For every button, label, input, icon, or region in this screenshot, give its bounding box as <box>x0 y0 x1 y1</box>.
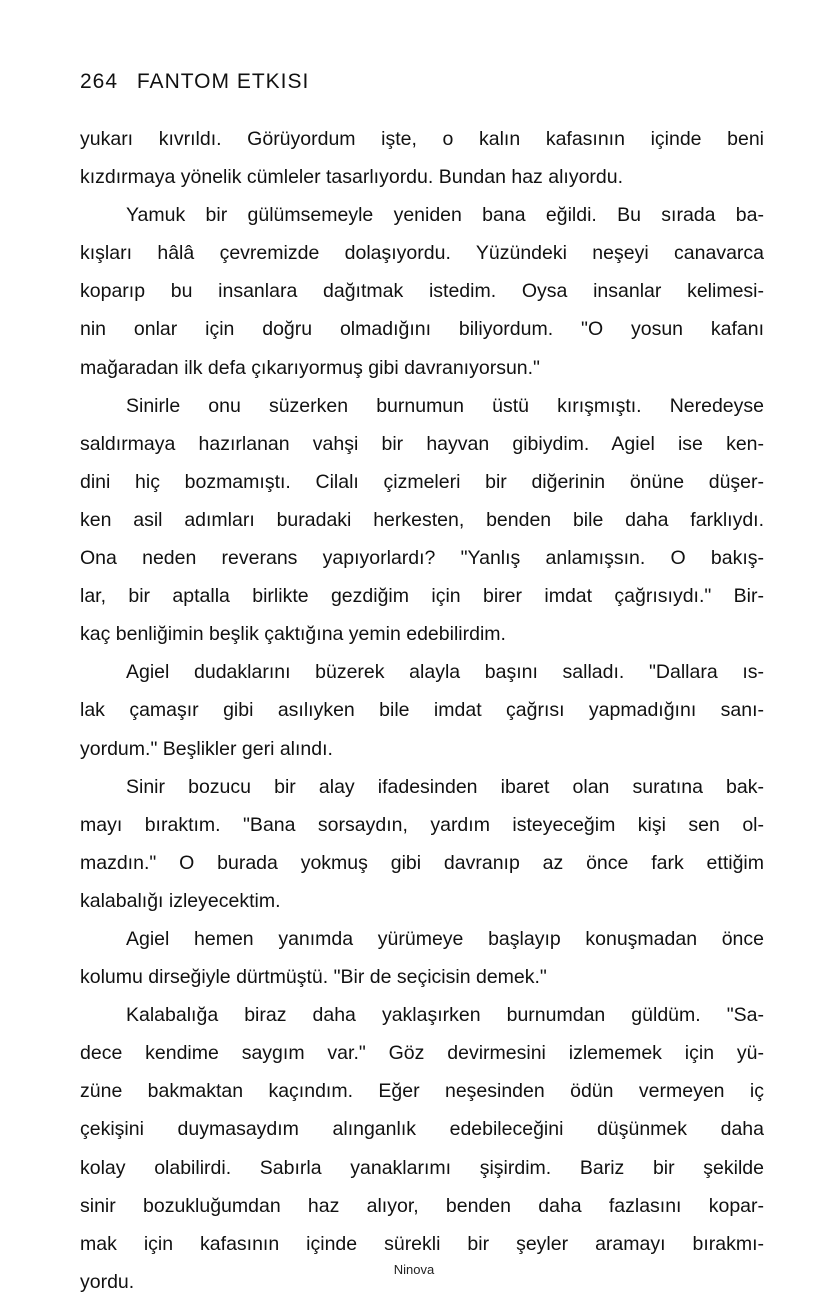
text-line: ken asil adımları buradaki herkesten, benden bile daha farklıydı. <box>80 508 764 531</box>
text-line: Ona neden reverans yapıyorlardı? "Yanlış anlamışsın. O bakış- <box>80 547 764 570</box>
text-line: züne bakmaktan kaçındım. Eğer neşesinden ödün vermeyen iç <box>80 1080 764 1103</box>
text-line: kolay olabilirdi. Sabırla yanaklarımı şişirdim. Bariz bir şekilde <box>80 1156 764 1179</box>
text-line: mayı bıraktım. "Bana sorsaydın, yardım isteyeceğim kişi sen ol- <box>80 813 764 836</box>
text-line: saldırmaya hazırlanan vahşi bir hayvan gibiydim. Agiel ise ken- <box>80 432 764 455</box>
body-text <box>80 120 764 1301</box>
publisher-footer: Ninova <box>393 1262 435 1277</box>
text-line: yordum." Beşlikler geri alındı. <box>80 737 333 760</box>
text-line: dece kendime saygım var." Göz devirmesini izlememek için yü- <box>80 1042 764 1065</box>
text-line: mazdın." O burada yokmuş gibi davranıp az önce fark ettiğim <box>80 851 764 874</box>
text-line: Agiel hemen yanımda yürümeye başlayıp konuşmadan önce <box>126 927 764 950</box>
text-line: yukarı kıvrıldı. Görüyordum işte, o kalın kafasının içinde beni <box>80 128 764 150</box>
page-number: 264 <box>80 70 119 93</box>
text-line: kaç benliğimin beşlik çaktığına yemin edebilirdim. <box>80 623 506 646</box>
text-line: dini hiç bozmamıştı. Cilalı çizmeleri bir diğerinin önüne düşer- <box>80 470 764 493</box>
text-line: koparıp bu insanlara dağıtmak istedim. Oysa insanlar kelimesi- <box>80 280 764 303</box>
text-line: Yamuk bir gülümsemeyle yeniden bana eğildi. Bu sırada ba- <box>126 204 764 227</box>
text-line: Agiel dudaklarını büzerek alayla başını salladı. "Dallara ıs- <box>126 661 764 684</box>
text-line: kalabalığı izleyecektim. <box>80 889 281 912</box>
text-line: lar, bir aptalla birlikte gezdiğim için birer imdat çağrısıydı." Bir- <box>80 585 764 608</box>
text-line: lak çamaşır gibi asılıyken bile imdat çağrısı yapmadığını sanı- <box>80 699 764 722</box>
book-title: FANTOM ETKISI <box>136 70 310 93</box>
text-line: yordu. <box>80 1270 135 1293</box>
text-line: sinir bozukluğumdan haz alıyor, benden daha fazlasını kopar- <box>80 1194 764 1217</box>
text-line: nin onlar için doğru olmadığını biliyordum. "O yosun kafanı <box>80 318 764 341</box>
text-line: Sinirle onu süzerken burnumun üstü kırışmıştı. Neredeyse <box>126 394 764 417</box>
text-line: mağaradan ilk defa çıkarıyormuş gibi davranıyorsun." <box>80 356 540 379</box>
running-head <box>80 70 309 94</box>
text-line: Sinir bozucu bir alay ifadesinden ibaret olan suratına bak- <box>126 775 764 798</box>
text-line: Kalabalığa biraz daha yaklaşırken burnumdan güldüm. "Sa- <box>126 1004 764 1027</box>
text-line: kolumu dirseğiyle dürtmüştü. "Bir de seçicisin demek." <box>80 966 547 989</box>
text-line: kışları hâlâ çevremizde dolaşıyordu. Yüzündeki neşeyi canavarca <box>80 242 764 265</box>
text-line: çekişini duymasaydım alınganlık edebileceğini düşünmek daha <box>80 1118 764 1141</box>
text-line: mak için kafasının içinde sürekli bir şeyler aramayı bırakmı- <box>80 1232 764 1255</box>
text-line: kızdırmaya yönelik cümleler tasarlıyordu. Bundan haz alıyordu. <box>80 166 624 189</box>
